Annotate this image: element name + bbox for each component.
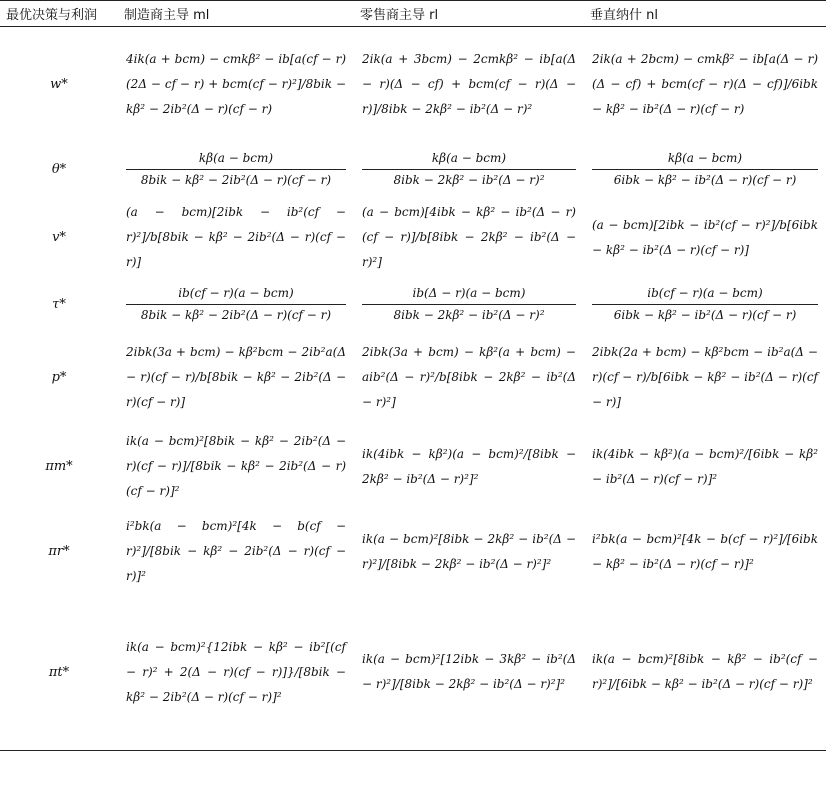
table-row: [0, 425, 826, 509]
formula-text: ik(a − bcm)²[8ibk − 2kβ² − ib²(Δ − r)²]/[8ibk − 2kβ² − ib²(Δ − r)²]²: [362, 531, 576, 571]
formula-text: (a − bcm)[2ibk − ib²(cf − r)²]/b[8bik − kβ² − 2ib²(Δ − r)(cf − r)]: [126, 205, 346, 269]
formula-text: ik(4ibk − kβ²)(a − bcm)²/[6ibk − kβ² − ib²(Δ − r)(cf − r)]²: [592, 446, 818, 486]
denominator: 6ibk − kβ² − ib²(Δ − r)(cf − r): [613, 308, 797, 322]
formula-cell: [118, 143, 354, 197]
formula-cell: [118, 331, 354, 425]
denominator: 6ibk − kβ² − ib²(Δ − r)(cf − r): [613, 173, 797, 187]
formula-cell: [118, 595, 354, 751]
formula-cell: [118, 509, 354, 595]
table-row: [0, 279, 826, 331]
formula-cell: [584, 279, 826, 331]
fraction: [126, 284, 346, 325]
fraction: [592, 284, 818, 325]
formula-text: 2ibk(2a + bcm) − kβ²bcm − ib²a(Δ − r)(cf − r)/b[6ibk − kβ² − ib²(Δ − r)(cf − r)]: [592, 345, 818, 409]
fraction: [126, 149, 346, 190]
formula-cell: [354, 143, 584, 197]
header-manufacturer-led: 制造商主导 ml: [118, 1, 354, 27]
formula-text: 2ibk(3a + bcm) − kβ²bcm − 2ib²a(Δ − r)(cf − r)/b[8bik − kβ² − 2ib²(Δ − r)(cf − r)]: [126, 345, 346, 409]
formula-text: (a − bcm)[4ibk − kβ² − ib²(Δ − r)(cf − r)]/b[8ibk − 2kβ² − ib²(Δ − r)²]: [362, 205, 576, 269]
header-retailer-led: 零售商主导 rl: [354, 1, 584, 27]
formula-cell: [584, 27, 826, 143]
row-label: v*: [52, 230, 66, 245]
formula-cell: [354, 595, 584, 751]
fraction: [592, 149, 818, 190]
formula-text: ik(a − bcm)²[12ibk − 3kβ² − ib²(Δ − r)²]/[8ibk − 2kβ² − ib²(Δ − r)²]²: [362, 652, 576, 692]
numerator: kβ(a − bcm): [126, 149, 346, 170]
formula-cell: [354, 197, 584, 279]
header-vertical-nash: 垂直纳什 nl: [584, 1, 826, 27]
formula-cell: [354, 331, 584, 425]
row-label: w*: [50, 77, 68, 93]
formula-text: 4ik(a + bcm) − cmkβ² − ib[a(cf − r)(2Δ − cf − r) + bcm(cf − r)²]/8bik − kβ² − 2ib²(Δ − r)(cf − r): [126, 52, 346, 117]
table-header: [0, 1, 826, 27]
numerator: kβ(a − bcm): [592, 149, 818, 170]
formula-text: (a − bcm)[2ibk − ib²(cf − r)²]/b[6ibk − kβ² − ib²(Δ − r)(cf − r)]: [592, 217, 818, 257]
numerator: ib(cf − r)(a − bcm): [126, 284, 346, 305]
formula-text: ik(a − bcm)²[8ibk − kβ² − ib²(cf − r)²]/[6ibk − kβ² − ib²(Δ − r)(cf − r)]²: [592, 652, 818, 692]
fraction: [362, 149, 576, 190]
denominator: 8bik − kβ² − 2ib²(Δ − r)(cf − r): [140, 173, 332, 187]
formula-cell: [354, 27, 584, 143]
header-decision: 最优决策与利润: [0, 1, 118, 27]
table-row: [0, 331, 826, 425]
formula-cell: [584, 595, 826, 751]
row-label: p*: [51, 370, 67, 385]
formula-text: i²bk(a − bcm)²[4k − b(cf − r)²]/[6ibk − kβ² − ib²(Δ − r)(cf − r)]²: [592, 531, 818, 571]
row-label: πt*: [0, 595, 118, 751]
formula-text: ik(a − bcm)²{12ibk − kβ² − ib²[(cf − r)² + 2(Δ − r)(cf − r)]}/[8bik − kβ² − 2ib²(Δ − r)(cf − r)]²: [126, 639, 346, 704]
formula-cell: [354, 425, 584, 509]
numerator: kβ(a − bcm): [362, 149, 576, 170]
formula-text: 2ibk(3a + bcm) − kβ²(a + bcm) − aib²(Δ − r)²/b[8ibk − 2kβ² − ib²(Δ − r)²]: [362, 345, 576, 409]
header-row: [0, 1, 826, 27]
numerator: ib(cf − r)(a − bcm): [592, 284, 818, 305]
formula-cell: [584, 197, 826, 279]
formula-cell: [584, 425, 826, 509]
formula-cell: [118, 279, 354, 331]
formula-cell: [584, 331, 826, 425]
denominator: 8ibk − 2kβ² − ib²(Δ − r)²: [393, 173, 545, 187]
row-label: πm*: [45, 459, 73, 474]
formula-cell: [118, 425, 354, 509]
denominator: 8ibk − 2kβ² − ib²(Δ − r)²: [393, 308, 545, 322]
formula-text: i²bk(a − bcm)²[4k − b(cf − r)²]/[8bik − kβ² − 2ib²(Δ − r)(cf − r)]²: [126, 519, 346, 583]
row-label: θ*: [51, 162, 67, 177]
table-row: [0, 595, 826, 751]
formula-cell: [354, 509, 584, 595]
denominator: 8bik − kβ² − 2ib²(Δ − r)(cf − r): [140, 308, 332, 322]
row-label: πr*: [48, 544, 70, 559]
table-row: [0, 27, 826, 143]
formula-text: ik(a − bcm)²[8bik − kβ² − 2ib²(Δ − r)(cf − r)]/[8bik − kβ² − 2ib²(Δ − r)(cf − r)]²: [126, 434, 346, 498]
formula-cell: [584, 509, 826, 595]
table-row: [0, 509, 826, 595]
formula-text: 2ik(a + 3bcm) − 2cmkβ² − ib[a(Δ − r)(Δ − cf) + bcm(cf − r)(Δ − r)]/8ibk − 2kβ² − ib²(Δ − r)²: [362, 52, 576, 117]
table-row: [0, 197, 826, 279]
numerator: ib(Δ − r)(a − bcm): [362, 284, 576, 305]
table-body: [0, 27, 826, 751]
formula-cell: [118, 27, 354, 143]
table-row: [0, 143, 826, 197]
formula-cell: [584, 143, 826, 197]
row-label: τ*: [52, 297, 66, 312]
formula-cell: [354, 279, 584, 331]
formula-text: ik(4ibk − kβ²)(a − bcm)²/[8ibk − 2kβ² − ib²(Δ − r)²]²: [362, 446, 576, 486]
formula-cell: [118, 197, 354, 279]
fraction: [362, 284, 576, 325]
formula-text: 2ik(a + 2bcm) − cmkβ² − ib[a(Δ − r)(Δ − cf) + bcm(cf − r)(Δ − cf)]/6ibk − kβ² − ib²(Δ − r)(cf − r): [592, 52, 818, 117]
